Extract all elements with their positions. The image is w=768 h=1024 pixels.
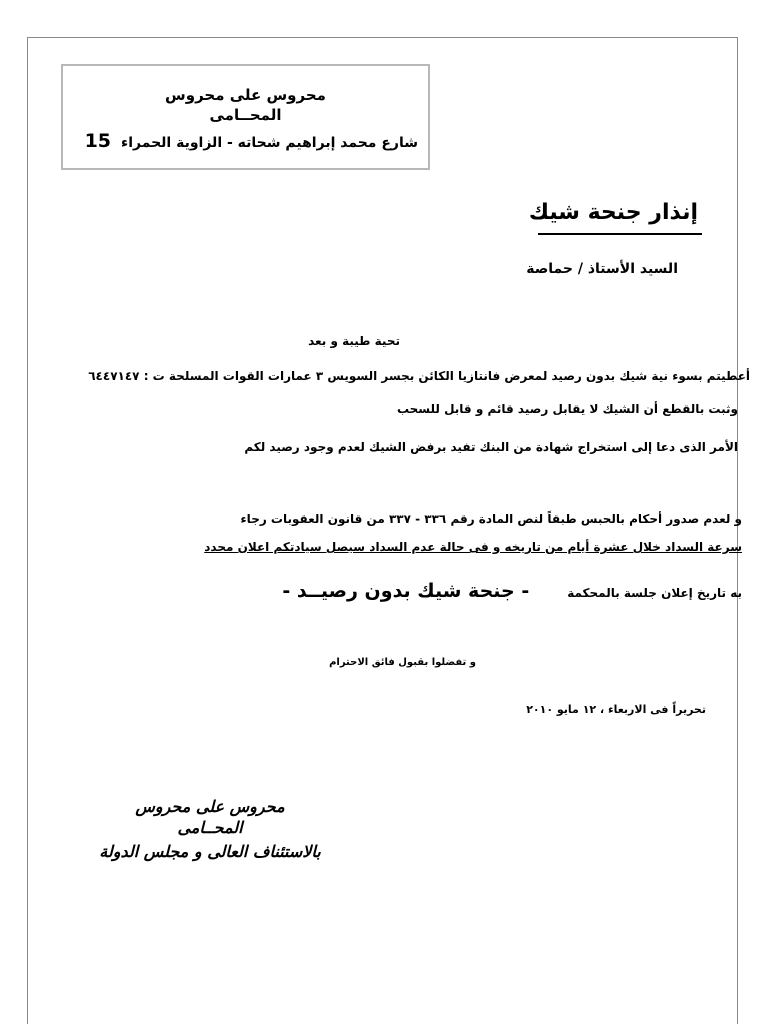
date-line: تحريراً فى الاربعاء ، ١٢ مايو ٢٠١٠ <box>526 703 706 716</box>
letterhead-title: المحــامى <box>209 106 282 124</box>
body-line-4: و لعدم صدور أحكام بالحبس طبقاً لنص المادة رقم ٣٣٦ - ٣٣٧ من قانون العقوبات رجاء <box>240 512 742 526</box>
signature-title: المحــامى <box>177 818 243 837</box>
hearing-line <box>282 580 742 602</box>
signature-court: بالاستئناف العالى و مجلس الدولة <box>99 842 321 861</box>
salutation: السيد الأستاذ / حماصة <box>526 261 678 277</box>
hearing-emphasis: - جنحة شيك بدون رصيــد - <box>282 580 530 602</box>
document-title: إنذار جنحة شيك <box>528 200 698 225</box>
letterhead-address-number: 15 <box>84 130 112 152</box>
letterhead-address-street: شارع محمد إبراهيم شحاته - الزاوية الحمراء <box>121 135 418 151</box>
greeting: تحية طيبة و بعد <box>308 334 400 348</box>
body-line-1: أعطيتم بسوء نية شيك بدون رصيد لمعرض فانتازيا الكائن بجسر السويس ٣ عمارات القوات المسلحة ت : ٦٤٤٧١٤٧ <box>88 369 750 383</box>
letterhead-box <box>61 64 430 170</box>
letterhead-address <box>85 130 418 152</box>
closing-line: و تفضلوا بقبول فائق الاحترام <box>329 657 476 668</box>
hearing-line-text: به تاريخ إعلان جلسة بالمحكمة <box>567 586 742 600</box>
body-line-5: سرعة السداد خلال عشرة أيام من تاريخه و فى حالة عدم السداد سيصل سيادتكم اعلان محدد <box>204 540 742 554</box>
title-underline <box>538 233 702 235</box>
body-line-3: الأمر الذى دعا إلى استخراج شهادة من البنك تفيد برفض الشيك لعدم وجود رصيد لكم <box>244 440 738 454</box>
document-page <box>27 37 738 1024</box>
signature-name: محروس على محروس <box>135 797 285 816</box>
letterhead-name: محروس على محروس <box>165 86 326 104</box>
body-line-2: وثبت بالقطع أن الشيك لا يقابل رصيد قائم و قابل للسحب <box>396 402 738 416</box>
